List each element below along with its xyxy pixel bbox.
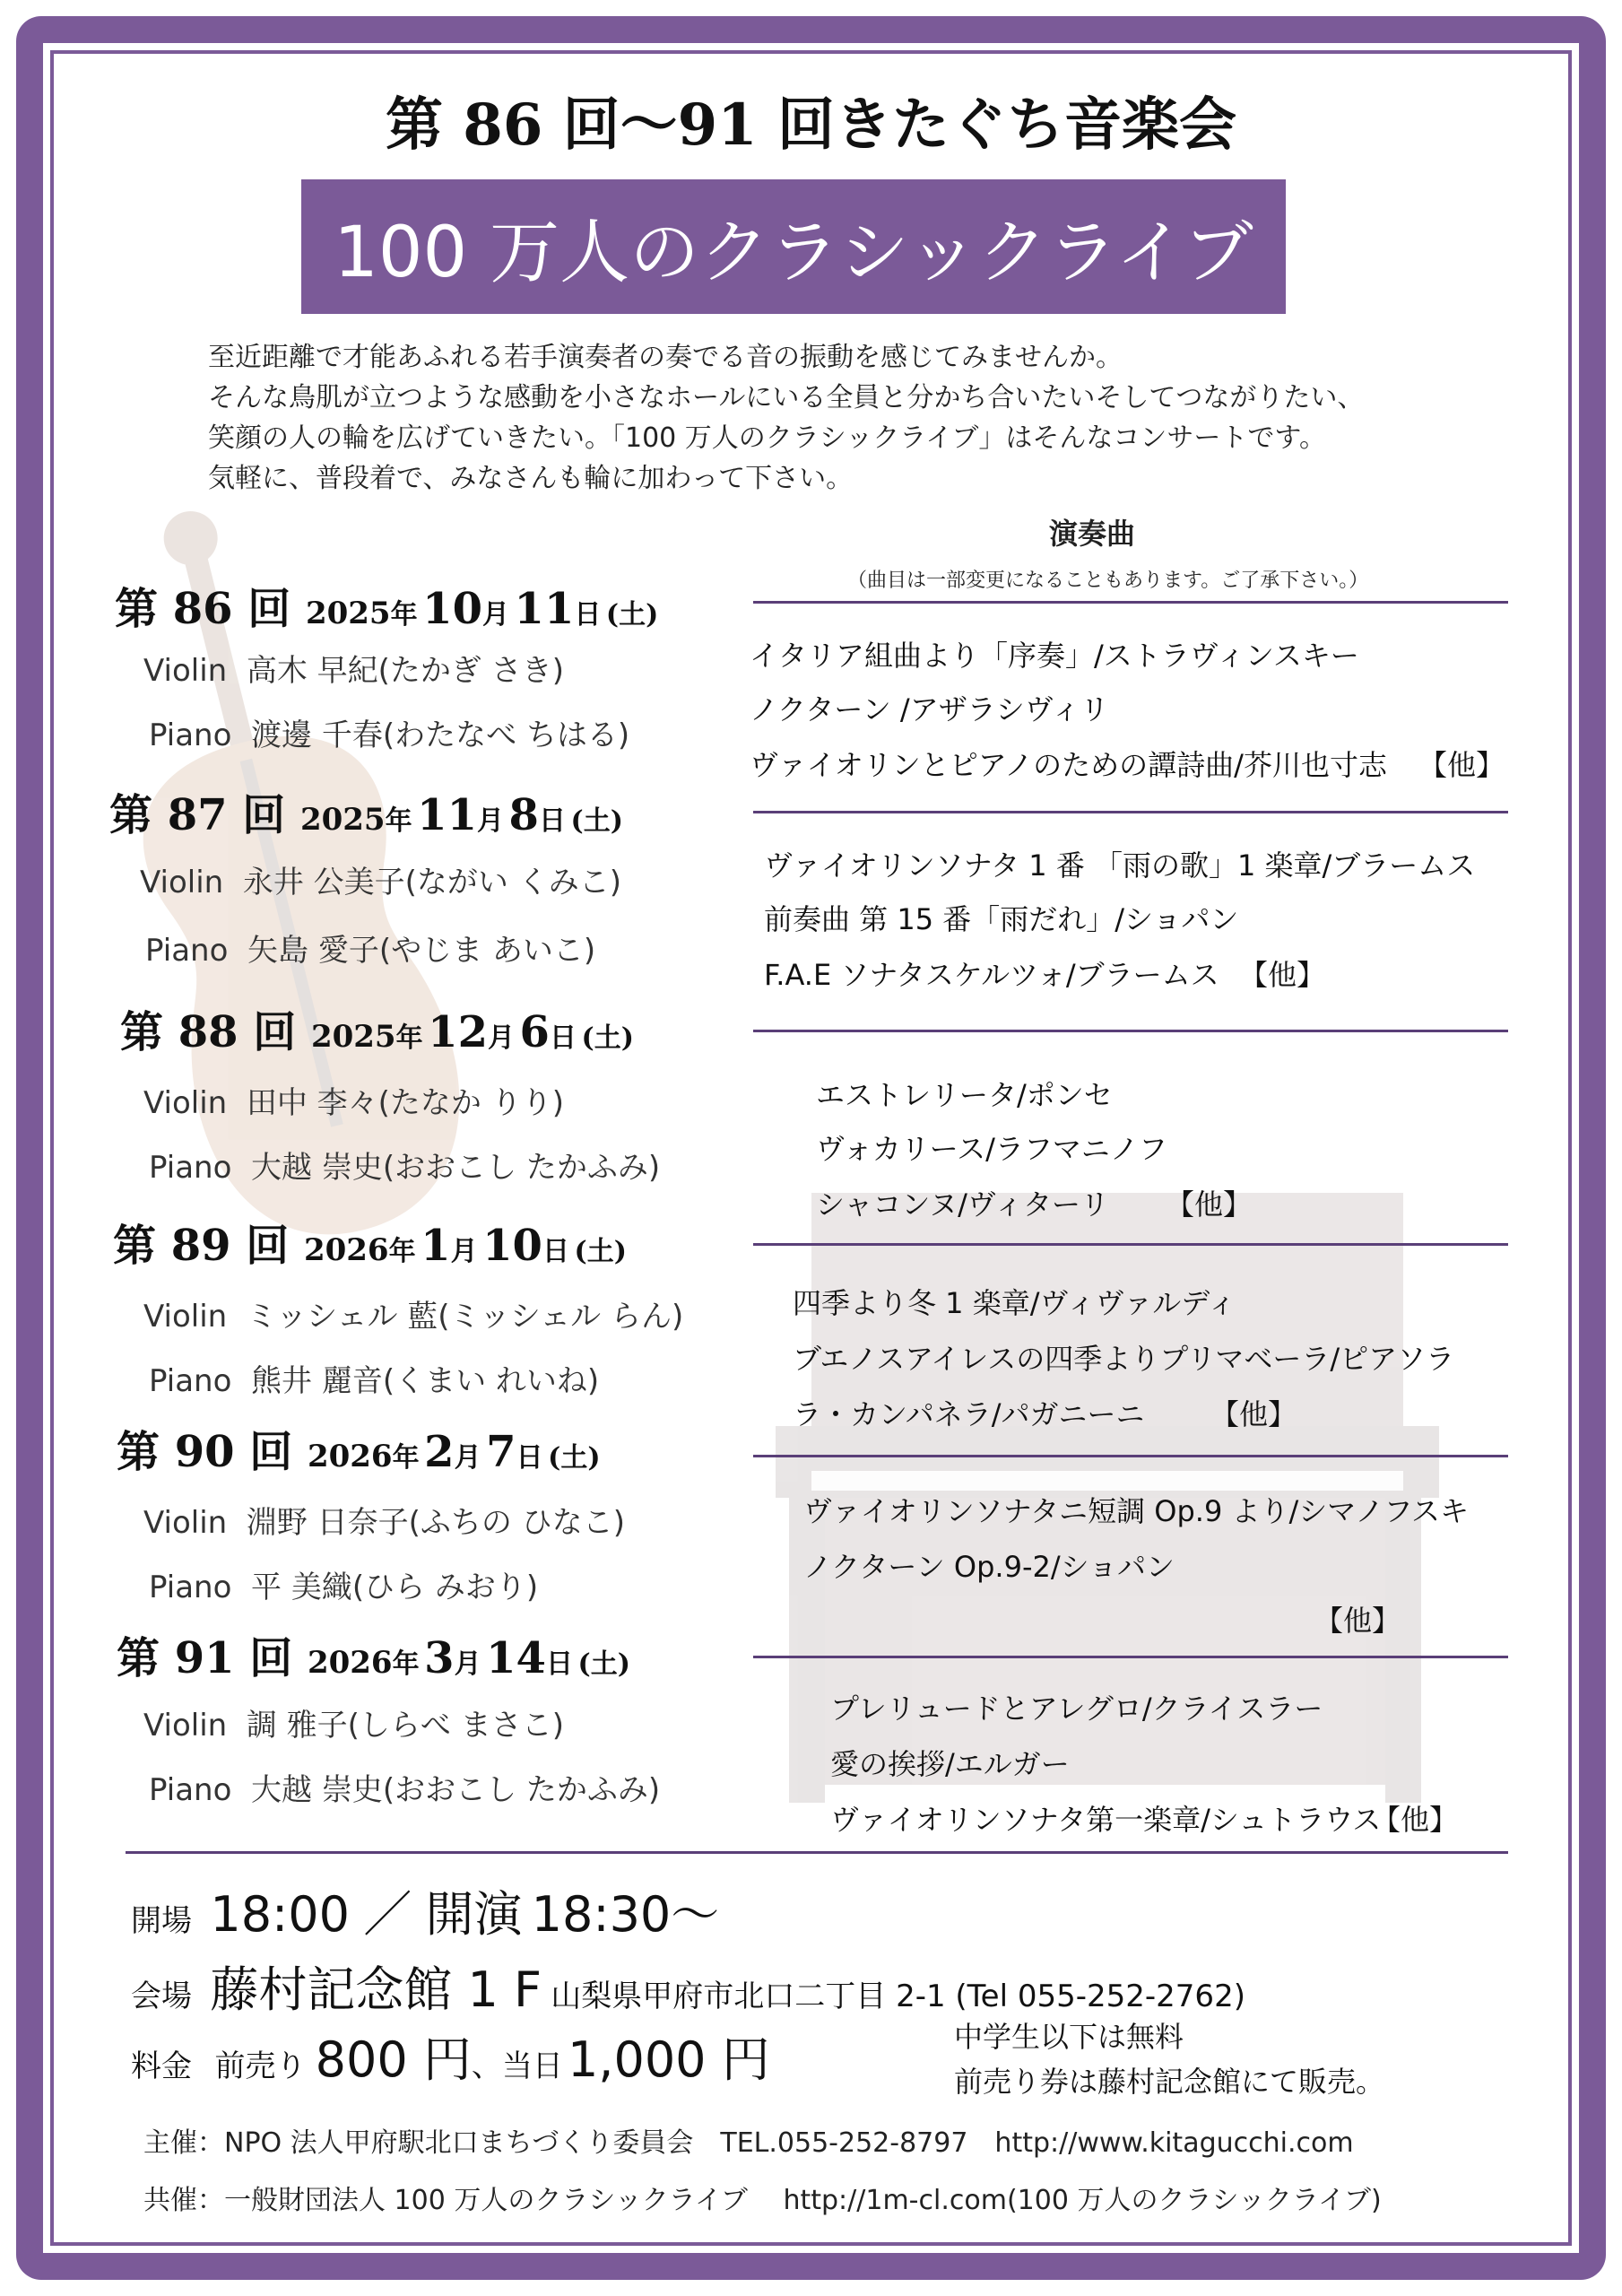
month: 10	[422, 584, 482, 634]
other-pieces: 【他】	[1210, 1397, 1297, 1431]
concert-number: 第 88 回	[120, 1007, 297, 1057]
piece: シャコンヌ/ヴィターリ	[816, 1187, 1109, 1222]
separator: ／	[363, 1886, 412, 1943]
violin-label: Violin	[143, 653, 228, 689]
weekday: (土)	[581, 1022, 634, 1054]
month-unit: 月	[476, 805, 504, 837]
month-unit: 月	[454, 1442, 481, 1474]
day: 10	[482, 1221, 542, 1271]
day-unit: 日	[538, 805, 566, 837]
pianist	[145, 926, 595, 970]
concert-date	[109, 780, 623, 842]
piano-label: Piano	[149, 718, 232, 753]
piano-label: Piano	[149, 1150, 232, 1186]
day-unit: 日	[542, 1236, 569, 1267]
day: 11	[514, 584, 575, 634]
advance-label: 前売り	[214, 2048, 307, 2084]
other-pieces: 【他】	[1372, 1803, 1459, 1837]
piano-name: 平 美織(ひら みおり)	[251, 1570, 539, 1605]
free-note: 中学生以下は無料	[954, 2020, 1184, 2054]
divider	[753, 1455, 1508, 1457]
time-info	[131, 1876, 719, 1945]
year-unit: 年	[388, 1236, 416, 1267]
month-unit: 月	[450, 1236, 478, 1267]
year: 2025	[299, 802, 386, 838]
violin-name: 高木 早紀(たかぎ さき)	[246, 653, 564, 689]
piece: ノクターン /アザラシヴィリ	[750, 692, 1109, 726]
violin-label: Violin	[143, 1085, 228, 1121]
piece: ヴォカリース/ラフマニノフ	[816, 1132, 1167, 1166]
piano-name: 矢島 愛子(やじま あいこ)	[247, 933, 596, 969]
piece: ヴァイオリンソナタ 1 番 「雨の歌」1 楽章/ブラームス	[764, 848, 1476, 883]
pianist	[149, 1356, 599, 1400]
piano-label: Piano	[145, 933, 229, 969]
violinist	[143, 646, 564, 690]
month-unit: 月	[487, 1022, 515, 1054]
violinist	[143, 1700, 564, 1744]
year: 2025	[305, 596, 391, 631]
violin-name: 田中 李々(たなか りり)	[246, 1085, 564, 1121]
organizer: 主催：NPO 法人甲府駅北口まちづくり委員会 TEL.055-252-8797 http://www.kitagucchi.com	[143, 2127, 1354, 2159]
venue-address: 山梨県甲府市北口二丁目 2-1 (Tel 055-252-2762)	[551, 1979, 1245, 2014]
intro-line: 気軽に、普段着で、みなさんも輪に加わって下さい。	[208, 463, 854, 494]
piece: ヴァイオリンとピアノのための譚詩曲/芥川也寸志	[750, 748, 1387, 782]
piece: 前奏曲 第 15 番「雨だれ」/ショパン	[764, 902, 1239, 936]
series-banner: 100 万人のクラシックライブ	[301, 179, 1286, 314]
month-unit: 月	[481, 599, 509, 631]
page-title: 第 86 回～91 回きたぐち音楽会	[386, 91, 1236, 159]
other-pieces: 【他】	[1239, 958, 1326, 992]
concert-number: 第 87 回	[109, 790, 286, 840]
divider	[753, 811, 1508, 813]
divider	[753, 1656, 1508, 1658]
month: 2	[424, 1427, 455, 1477]
violin-name: 調 雅子(しらべ まさこ)	[246, 1708, 564, 1744]
open-time: 18:00	[210, 1886, 350, 1943]
month-unit: 月	[454, 1648, 481, 1680]
piece: 愛の挨拶/エルガー	[830, 1747, 1070, 1781]
violin-label: Violin	[143, 1505, 228, 1541]
fee-info	[131, 2022, 770, 2091]
intro-line: 至近距離で才能あふれる若手演奏者の奏でる音の振動を感じてみませんか。	[208, 342, 1123, 373]
violinist	[140, 857, 621, 901]
piece: イタリア組曲より「序奏」/ストラヴィンスキー	[750, 639, 1359, 673]
start-time: 18:30～	[531, 1886, 720, 1943]
fee-label: 料金	[131, 2048, 192, 2084]
year: 2026	[307, 1439, 393, 1474]
concert-number: 第 86 回	[115, 584, 291, 634]
day-unit: 日	[574, 599, 602, 631]
venue-label: 会場	[131, 1979, 192, 2014]
concert-date	[120, 997, 634, 1059]
pianist	[149, 1765, 660, 1809]
weekday: (土)	[548, 1442, 601, 1474]
program-note: （曲目は一部変更になることもあります。ご了承下さい。）	[847, 570, 1369, 592]
cosponsor: 共催：一般財団法人 100 万人のクラシックライブ http://1m-cl.com(100 万人のクラシックライブ)	[143, 2185, 1382, 2216]
piano-label: Piano	[149, 1363, 232, 1399]
violin-label: Violin	[143, 1708, 228, 1744]
advance-price: 800 円	[315, 2031, 472, 2088]
start-label: 開演	[425, 1886, 523, 1943]
ticket-note: 前売り券は藤村記念館にて販売。	[954, 2065, 1385, 2099]
piano-name: 大越 崇史(おおこし たかふみ)	[251, 1772, 661, 1808]
intro-line: 笑顔の人の輪を広げていきたい。「100 万人のクラシックライブ」はそんなコンサートです。	[208, 422, 1326, 454]
year-unit: 年	[385, 805, 412, 837]
piano-name: 大越 崇史(おおこし たかふみ)	[251, 1150, 661, 1186]
year-unit: 年	[395, 1022, 423, 1054]
concert-number: 第 91 回	[117, 1633, 293, 1683]
year: 2026	[303, 1232, 389, 1268]
program-heading: 演奏曲	[1049, 517, 1136, 551]
concert-date	[115, 574, 658, 636]
pianist	[149, 710, 629, 754]
divider	[753, 1243, 1508, 1246]
piano-name: 熊井 麗音(くまい れいね)	[251, 1363, 600, 1399]
month: 1	[421, 1221, 451, 1271]
piece: ヴァイオリンソナタ第一楽章/シュトラウス	[830, 1803, 1382, 1837]
violin-name: 永井 公美子(ながい くみこ)	[242, 865, 621, 900]
violin-label: Violin	[140, 865, 224, 900]
weekday: (土)	[570, 805, 623, 837]
month: 11	[417, 790, 477, 840]
divider	[753, 601, 1508, 604]
piece: プレリュードとアレグロ/クライスラー	[830, 1692, 1323, 1726]
other-pieces: 【他】	[1418, 748, 1505, 782]
venue-info	[131, 1952, 1245, 2021]
door-price: 1,000 円	[567, 2031, 770, 2088]
weekday: (土)	[605, 599, 659, 631]
year-unit: 年	[392, 1442, 420, 1474]
violinist	[143, 1078, 564, 1122]
year: 2026	[307, 1645, 393, 1681]
month: 3	[424, 1633, 455, 1683]
year-unit: 年	[390, 599, 418, 631]
concert-date	[117, 1623, 630, 1685]
comma: 、	[471, 2048, 502, 2084]
day-unit: 日	[516, 1442, 543, 1474]
info-divider	[126, 1851, 1508, 1854]
piece: 四季より冬 1 楽章/ヴィヴァルディ	[793, 1286, 1236, 1320]
piano-label: Piano	[149, 1772, 232, 1808]
pianist	[149, 1562, 538, 1606]
piece: エストレリータ/ポンセ	[816, 1078, 1113, 1112]
day: 14	[486, 1633, 546, 1683]
concert-date	[113, 1211, 627, 1273]
door-label: 当日	[501, 2048, 563, 2084]
other-pieces: 【他】	[1314, 1604, 1401, 1638]
divider	[753, 1030, 1508, 1032]
piece: ラ・カンパネラ/パガニーニ	[793, 1397, 1145, 1431]
weekday: (土)	[577, 1648, 630, 1680]
day: 8	[508, 790, 539, 840]
piece: ブエノスアイレスの四季よりプリマベーラ/ピアソラ	[793, 1342, 1455, 1376]
violin-name: 淵野 日奈子(ふちの ひなこ)	[246, 1505, 625, 1541]
other-pieces: 【他】	[1166, 1187, 1253, 1222]
month: 12	[428, 1007, 488, 1057]
piece: F.A.E ソナタスケルツォ/ブラームス	[764, 958, 1219, 992]
piece: ノクターン Op.9-2/ショパン	[803, 1550, 1175, 1584]
intro-text	[208, 337, 1364, 499]
piece: ヴァイオリンソナタニ短調 Op.9 より/シマノフスキ	[803, 1494, 1470, 1528]
day-unit: 日	[549, 1022, 577, 1054]
day: 7	[486, 1427, 516, 1477]
day-unit: 日	[545, 1648, 573, 1680]
piano-name: 渡邊 千春(わたなべ ちはる)	[251, 718, 630, 753]
intro-line: そんな鳥肌が立つような感動を小さなホールにいる全員と分かち合いたいそしてつながりたい、	[208, 382, 1365, 413]
concert-date	[117, 1417, 601, 1479]
concert-number: 第 90 回	[117, 1427, 293, 1477]
violin-label: Violin	[143, 1299, 228, 1335]
pianist	[149, 1143, 660, 1187]
year-unit: 年	[392, 1648, 420, 1680]
violinist	[143, 1498, 625, 1542]
violin-name: ミッシェル 藍(ミッシェル らん)	[246, 1299, 684, 1335]
weekday: (土)	[574, 1236, 627, 1267]
open-label: 開場	[131, 1903, 192, 1939]
piano-label: Piano	[149, 1570, 232, 1605]
concert-number: 第 89 回	[113, 1221, 290, 1271]
year: 2025	[310, 1019, 396, 1055]
violinist	[143, 1292, 683, 1335]
day: 6	[519, 1007, 550, 1057]
venue-name: 藤村記念館 1 F	[210, 1961, 542, 2018]
